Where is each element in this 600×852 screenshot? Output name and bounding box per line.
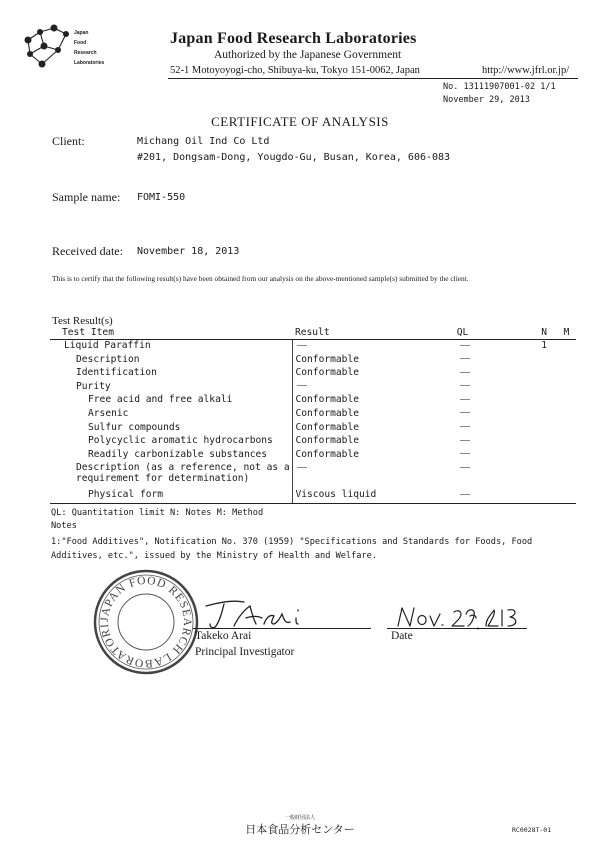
table-row [50,381,576,395]
date-line [387,628,527,629]
logo-word-2: Food [74,40,87,46]
table-row [50,367,576,381]
org-address: 52-1 Motoyoyogi-cho, Shibuya-ku, Tokyo 151-0062, Japan [170,65,420,76]
client-address: #201, Dongsam-Dong, Yougdo-Gu, Busan, Korea, 606-083 [137,152,451,163]
item-name-continued: requirement for determination) [76,473,250,485]
received-date: November 18, 2013 [137,246,240,257]
table-row [50,340,576,354]
sample-label: Sample name: [52,190,121,204]
handwritten-date-graphic [394,600,534,630]
seal-text: JAPAN FOOD RESEARCH LABORATORI [98,574,194,670]
logo-word-4: Laboratories [74,60,105,66]
ql-dash [460,385,470,386]
document-date: November 29, 2013 [443,95,530,105]
item-name: Description [76,353,140,365]
note-1: 1:"Food Additives", Notification No. 370 (1959) "Specifications and Standards for Foods, Food Additives, etc.", issued by the Ministry of Health and Welfare. [51,537,533,561]
result-value: Conformable [295,421,360,433]
ql-dash [460,453,470,454]
table-legend: QL: Quantitation limit N: Notes M: Method [51,508,264,518]
item-name: Identification [76,367,157,379]
item-name: Purity [76,380,111,392]
notes-heading: Notes [51,521,77,531]
logo-word-1: Japan [74,30,89,36]
ql-dash [460,345,470,346]
header-m: M [555,327,576,340]
item-name: Free acid and free alkali [88,394,233,406]
table-row [50,354,576,368]
table-row [50,449,576,463]
received-label: Received date: [52,244,123,258]
header-rule [168,78,578,79]
org-name: Japan Food Research Laboratories [170,30,417,47]
document-number: No. 13111907001-02 1/1 [443,82,556,92]
result-value: Viscous liquid [293,489,451,503]
ql-dash [460,399,470,400]
footer-org-name: 日本食品分析センター [245,823,355,836]
client-name: Michang Oil Ind Co Ltd [137,136,270,147]
ql-dash [460,467,470,468]
table-row [50,394,576,408]
result-value: Conformable [295,394,360,406]
result-value: Conformable [295,435,360,447]
item-name: Liquid Paraffin [64,340,151,351]
table-header-row [50,327,576,340]
signer-role: Principal Investigator [195,646,295,658]
ql-dash [460,372,470,373]
certification-statement: This is to certify that the following result(s) have been obtained from our analysis on the above-mentioned sample(s) submitted by the client. [52,274,469,283]
note-ref: 1 [541,340,547,351]
ql-dash [460,440,470,441]
item-name: Physical form [88,489,164,501]
empty-dash [297,385,307,386]
signature-line [193,628,371,629]
test-results-title: Test Result(s) [52,315,113,327]
header-result: Result [293,327,451,340]
org-url[interactable]: http://www.jfrl.or.jp/ [482,65,570,76]
form-code: RC0028T-01 [512,826,552,834]
client-label: Client: [52,134,85,148]
handwritten-date [394,600,534,630]
table-row [50,462,576,489]
empty-dash [297,345,307,346]
table-row [50,435,576,449]
molecule-logo-icon [18,20,118,72]
ql-dash [460,412,470,413]
ql-dash [460,426,470,427]
org-authorization: Authorized by the Japanese Government [214,49,402,61]
seal-stamp-icon [92,568,200,676]
logo-word-3: Research [74,50,97,56]
result-value: Conformable [295,448,360,460]
table-row [50,489,576,503]
result-value: Conformable [295,353,360,365]
result-value: Conformable [295,367,360,379]
ql-dash [460,358,470,359]
signer-name: Takeko Arai [195,630,252,642]
ql-dash [460,494,470,495]
item-name: Arsenic [88,407,129,419]
logo [18,20,118,72]
item-name: Readily carbonizable substances [88,448,268,460]
results-table [50,327,576,504]
signature-graphic [200,596,320,630]
item-name: Description (as a reference, not as a [76,462,290,474]
table-row [50,422,576,436]
item-name: Polycyclic aromatic hydrocarbons [88,435,273,447]
header-test-item: Test Item [50,327,293,340]
footer-org-type: 一般財団法人 [284,815,315,821]
handwritten-signature [200,596,320,630]
official-seal [92,568,200,676]
result-value: Conformable [295,407,360,419]
header-n: N [531,327,554,340]
item-name: Sulfur compounds [88,421,181,433]
sample-name: FOMI-550 [137,192,186,203]
certificate-title: CERTIFICATE OF ANALYSIS [211,114,389,129]
date-label: Date [391,630,413,642]
header-ql: QL [451,327,532,340]
table-row [50,408,576,422]
empty-dash [297,467,307,468]
